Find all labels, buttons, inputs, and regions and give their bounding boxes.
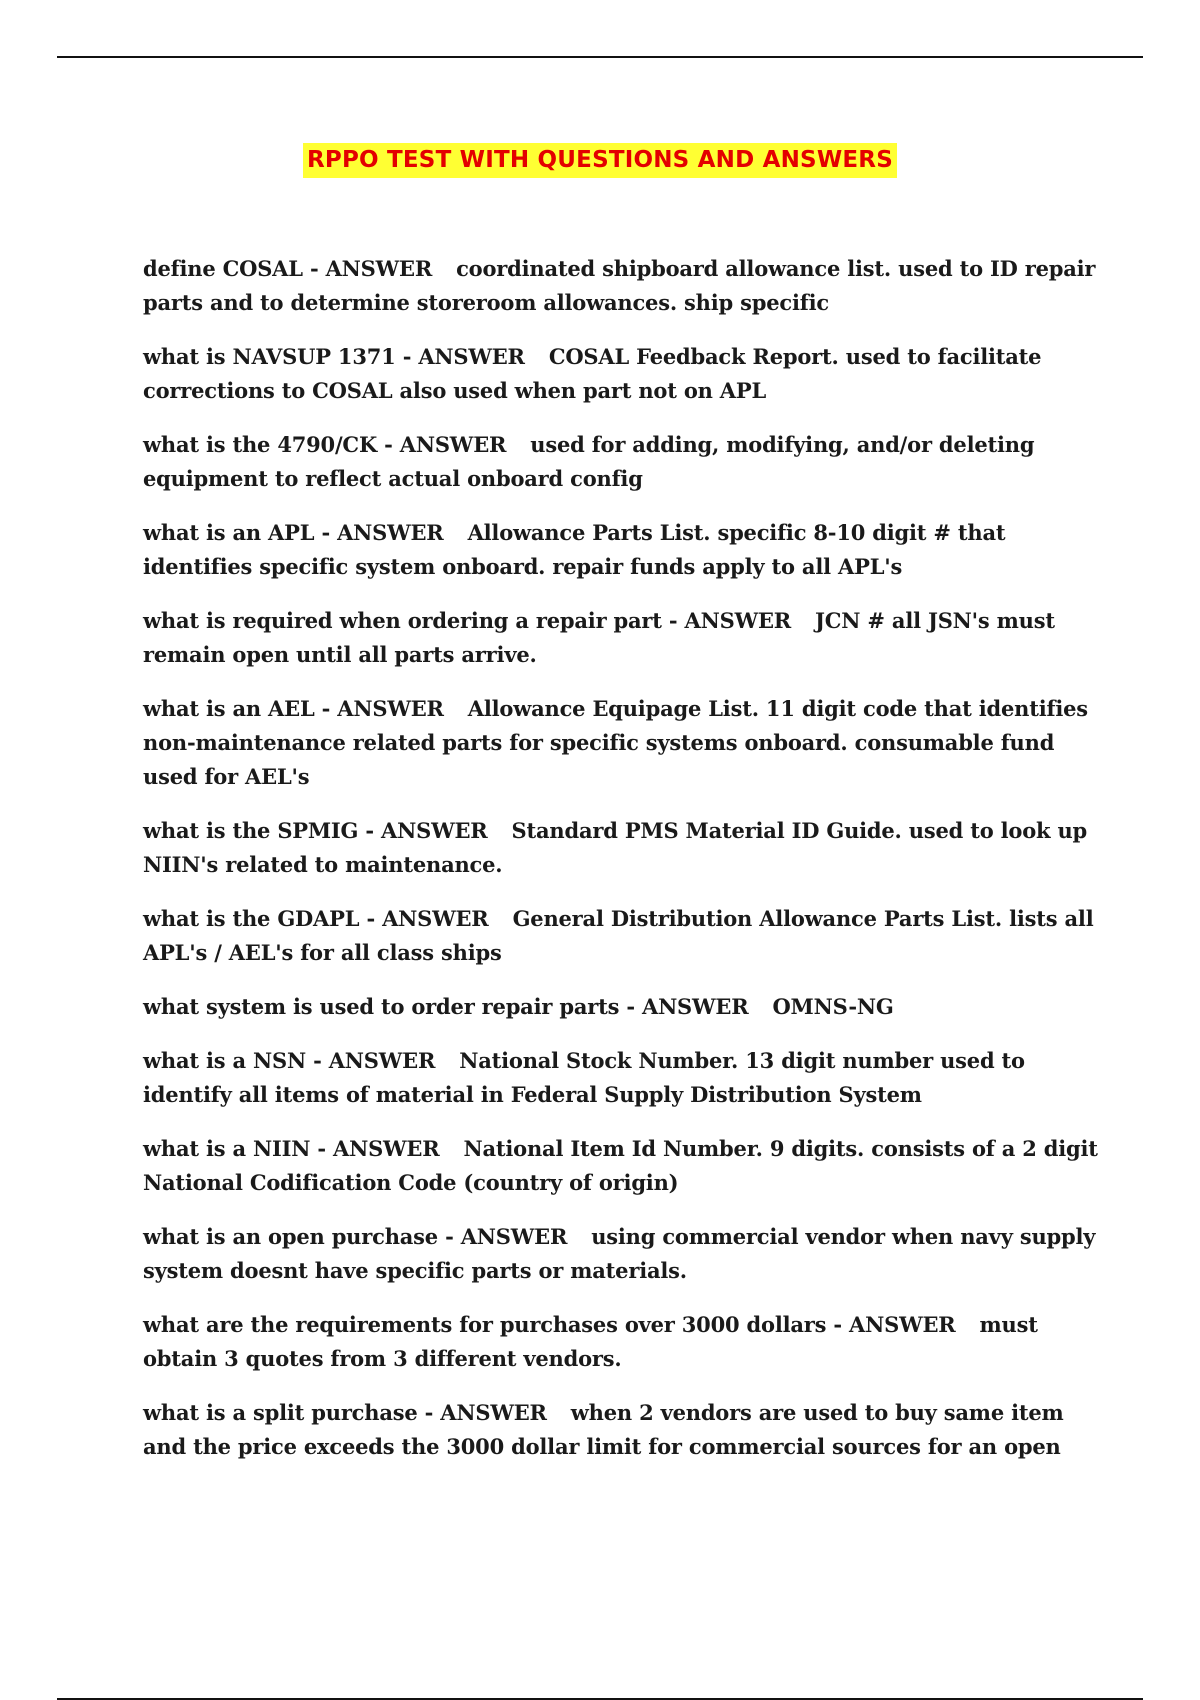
qa-item bbox=[143, 604, 1103, 672]
answer-separator: - ANSWER bbox=[366, 906, 489, 931]
question-text: what is a NSN bbox=[143, 1048, 306, 1073]
question-text: what system is used to order repair parts bbox=[143, 994, 620, 1019]
answer-separator: - ANSWER bbox=[309, 256, 433, 281]
question-text: define COSAL bbox=[143, 256, 303, 281]
top-rule bbox=[57, 56, 1143, 58]
answer-separator: - ANSWER bbox=[402, 344, 525, 369]
answer-text: OMNS-NG bbox=[772, 994, 894, 1019]
qa-item bbox=[143, 428, 1103, 496]
qa-item bbox=[143, 814, 1103, 882]
qa-item bbox=[143, 1308, 1103, 1376]
qa-item bbox=[143, 692, 1103, 794]
answer-text: used for adding, modifying, and/or deleting equipment to reflect actual onboard config bbox=[143, 432, 1035, 491]
qa-item bbox=[143, 1220, 1103, 1288]
answer-separator: - ANSWER bbox=[321, 520, 444, 545]
answer-separator: - ANSWER bbox=[833, 1312, 956, 1337]
question-text: what is the SPMIG bbox=[143, 818, 359, 843]
document-title: RPPO TEST WITH QUESTIONS AND ANSWERS bbox=[303, 143, 897, 178]
qa-item bbox=[143, 516, 1103, 584]
question-text: what is the GDAPL bbox=[143, 906, 360, 931]
answer-separator: - ANSWER bbox=[384, 432, 507, 457]
answer-separator: - ANSWER bbox=[317, 1136, 440, 1161]
answer-separator: - ANSWER bbox=[626, 994, 749, 1019]
answer-text: using commercial vendor when navy supply system doesnt have specific parts or materials. bbox=[143, 1224, 1096, 1283]
qa-item bbox=[143, 1396, 1103, 1464]
qa-item bbox=[143, 1132, 1103, 1200]
answer-separator: - ANSWER bbox=[321, 696, 444, 721]
question-text: what is the 4790/CK bbox=[143, 432, 377, 457]
question-text: what is an open purchase bbox=[143, 1224, 438, 1249]
answer-text: General Distribution Allowance Parts List. lists all APL's / AEL's for all class ships bbox=[143, 906, 1094, 965]
answer-text: must obtain 3 quotes from 3 different vendors. bbox=[143, 1312, 1038, 1371]
question-text: what is a NIIN bbox=[143, 1136, 311, 1161]
answer-text: Standard PMS Material ID Guide. used to look up NIIN's related to maintenance. bbox=[143, 818, 1088, 877]
answer-separator: - ANSWER bbox=[668, 608, 792, 633]
qa-item bbox=[143, 1044, 1103, 1112]
answer-separator: - ANSWER bbox=[424, 1400, 547, 1425]
qa-list bbox=[143, 252, 1103, 1484]
qa-item bbox=[143, 252, 1103, 320]
answer-text: JCN # all JSN's must remain open until all parts arrive. bbox=[143, 608, 1055, 667]
answer-text: COSAL Feedback Report. used to facilitate corrections to COSAL also used when part not on APL bbox=[143, 344, 1042, 403]
answer-text: National Item Id Number. 9 digits. consists of a 2 digit National Codification Code (country of origin) bbox=[143, 1136, 1098, 1195]
qa-item bbox=[143, 340, 1103, 408]
question-text: what is NAVSUP 1371 bbox=[143, 344, 396, 369]
question-text: what is required when ordering a repair part bbox=[143, 608, 662, 633]
answer-separator: - ANSWER bbox=[445, 1224, 568, 1249]
answer-text: Allowance Parts List. specific 8-10 digit # that identifies specific system onboard. repair funds apply to all APL's bbox=[143, 520, 1006, 579]
answer-separator: - ANSWER bbox=[365, 818, 488, 843]
answer-text: when 2 vendors are used to buy same item and the price exceeds the 3000 dollar limit for commercial sources for an open bbox=[143, 1400, 1064, 1459]
answer-text: coordinated shipboard allowance list. used to ID repair parts and to determine storeroom allowances. ship specific bbox=[143, 256, 1096, 315]
qa-item bbox=[143, 902, 1103, 970]
answer-separator: - ANSWER bbox=[313, 1048, 436, 1073]
question-text: what is a split purchase bbox=[143, 1400, 418, 1425]
question-text: what is an AEL bbox=[143, 696, 315, 721]
question-text: what is an APL bbox=[143, 520, 315, 545]
answer-text: Allowance Equipage List. 11 digit code that identifies non-maintenance related parts for specific systems onboard. consumable fund used for AEL's bbox=[143, 696, 1088, 789]
title-container bbox=[0, 143, 1200, 178]
answer-text: National Stock Number. 13 digit number used to identify all items of material in Federal Supply Distribution System bbox=[143, 1048, 1025, 1107]
qa-item bbox=[143, 990, 1103, 1024]
question-text: what are the requirements for purchases over 3000 dollars bbox=[143, 1312, 827, 1337]
